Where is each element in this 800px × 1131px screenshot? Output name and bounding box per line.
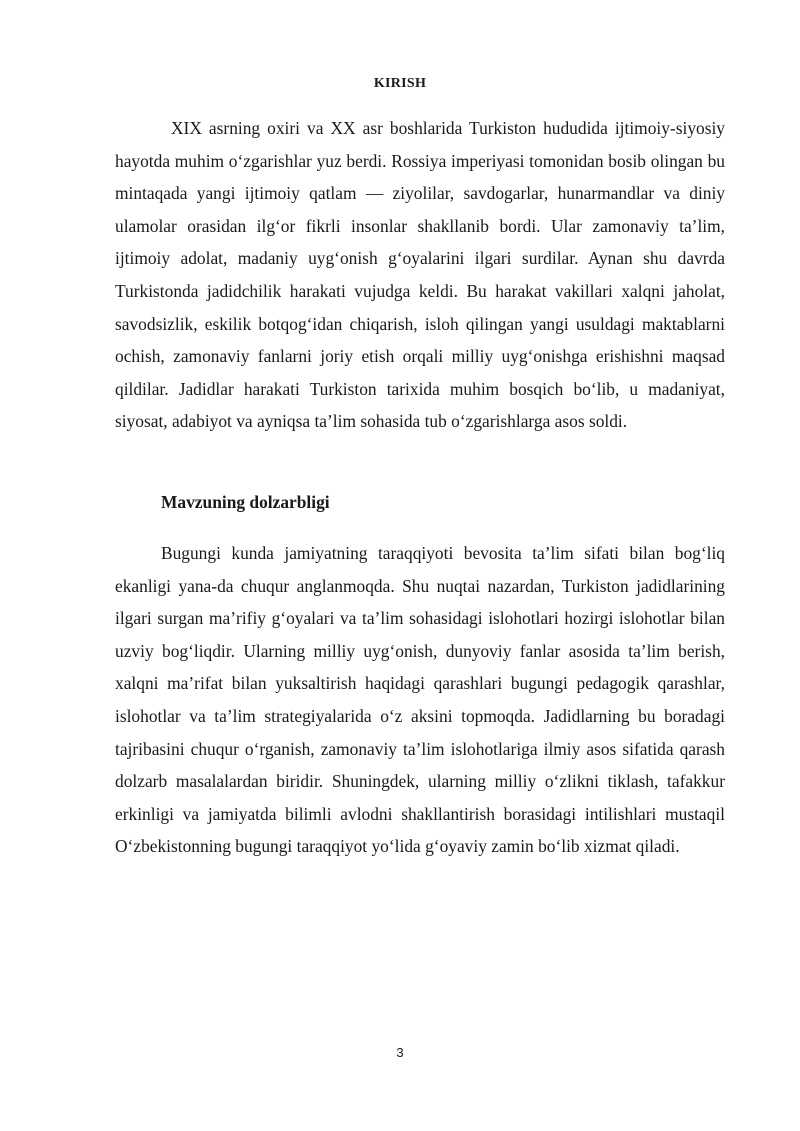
section-paragraph: Bugungi kunda jamiyatning taraqqiyoti bevosita ta’lim sifati bilan bog‘liq ekanligi yana-da chuqur anglanmoqda. Shu nuqtai nazardan, Turkiston jadidlarining ilgari surgan ma’rifiy g‘oyalari va ta’lim sohasidagi islohotlari hozirgi islohotlar bilan uzviy bog‘liqdir. Ularning milliy uyg‘onish, dunyoviy fanlar asosida ta’lim berish, xalqni ma’rifat bilan yuksaltirish haqidagi qarashlari bugungi pedagogik qarashlar, islohotlar va ta’lim strategiyalarida o‘z aksini topmoqda. Jadidlarning bu boradagi tajribasini chuqur o‘rganish, zamonaviy ta’lim islohotlariga ilmiy asos sifatida qarash dolzarb masalalardan biridir. Shuningdek, ularning milliy o‘zlikni tiklash, tafakkur erkinligi va jamiyatda bilimli avlodni shakllantirish borasidagi intilishlari mustaqil O‘zbekistonning bugungi taraqqiyot yo‘lida g‘oyaviy zamin bo‘lib xizmat qiladi. [115,543,725,857]
page-heading: KIRISH [373,76,427,91]
intro-paragraph: XIX asrning oxiri va XX asr boshlarida Turkiston hududida ijtimoiy-siyosiy hayotda muhim o‘zgarishlar yuz berdi. Rossiya imperiyasi tomonidan bosib olingan bu mintaqada yangi ijtimoiy qatlam — ziyolilar, savdogarlar, hunarmandlar va diniy ulamolar orasidan ilg‘or fikrli insonlar shakllanib bordi. Ular zamonaviy ta’lim, ijtimoiy adolat, madaniy uyg‘onish g‘oyalarini ilgari surdilar. Aynan shu davrda Turkistonda jadidchilik harakati vujudga keldi. Bu harakat vakillari xalqni jaholat, savodsizlik, eskilik botqog‘idan chiqarish, isloh qilingan yangi usuldagi maktablarni ochish, zamonaviy fanlarni joriy etish orqali milliy uyg‘onishga erishishni maqsad qildilar. Jadidlar harakati Turkiston tarixida muhim bosqich bo‘lib, u madaniyat, siyosat, adabiyot va ayniqsa ta’lim sohasida tub o‘zgarishlarga asos soldi. [115,118,725,432]
page-number: 3 [396,1045,404,1060]
section-title: Mavzuning dolzarbligi [161,492,330,512]
